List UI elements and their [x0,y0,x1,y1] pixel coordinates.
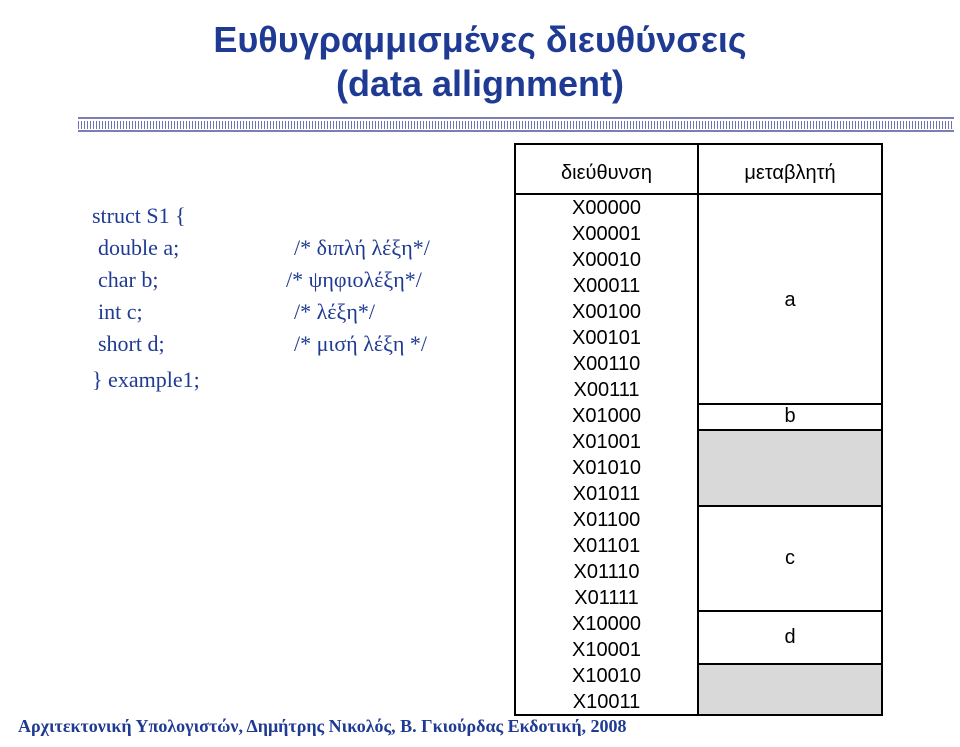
address-cell: X00100 [572,301,641,323]
title-rule-top [78,117,954,119]
code-line-struct: struct S1 { [92,203,186,228]
address-cell: X00000 [572,197,641,219]
address-cell: X01000 [572,405,641,427]
comment-short: /* μισή λέξη */ [294,331,428,356]
row-divider-c [697,610,883,612]
address-cell: X00110 [572,353,641,375]
title-rule-bottom [78,130,954,132]
address-cell: X01001 [572,431,641,453]
address-cell: X00010 [572,249,641,271]
row-divider-b [697,429,883,431]
comment-int: /* λέξη*/ [294,299,375,324]
row-divider-pad [697,505,883,507]
comment-double: /* διπλή λέξη*/ [294,235,430,260]
code-line-close: } example1; [92,367,200,392]
code-line-short: short d; [98,331,165,356]
header-variable: μεταβλητή [744,162,836,184]
slide-title-line1: Ευθυγραμμισμένες διευθύνσεις [213,19,747,60]
code-line-char: char b; [98,267,159,292]
comment-char: /* ψηφιολέξη*/ [286,267,422,292]
address-cell: X10000 [572,613,641,635]
address-cell: X00111 [573,379,640,401]
address-cell: X00011 [572,275,641,297]
variable-c: c [785,547,795,569]
address-cell: X00001 [572,223,641,245]
address-cell: X01101 [572,535,641,557]
address-cell: X01010 [572,457,641,479]
code-line-int: int c; [98,299,143,324]
code-line-double: double a; [98,235,180,260]
footer-credit: Αρχιτεκτονική Υπολογιστών, Δημήτρης Νικολός, Β. Γκιούρδας Εκδοτική, 2008 [18,716,627,736]
header-address: διεύθυνση [561,162,652,184]
variable-a: a [784,289,796,311]
address-cell: X10011 [572,691,641,713]
address-cell: X00101 [572,327,641,349]
address-cell: X01011 [572,483,641,505]
address-cell: X10001 [572,639,641,661]
title-rule-hatch [78,121,954,129]
address-cell: X01100 [572,509,641,531]
variable-d: d [784,626,796,648]
address-cell: X01111 [574,587,639,609]
slide-title-line2: (data allignment) [335,63,625,104]
variable-b: b [784,405,796,427]
address-cell: X01110 [573,561,640,583]
row-divider-d [697,663,883,665]
address-cell: X10010 [572,665,641,687]
